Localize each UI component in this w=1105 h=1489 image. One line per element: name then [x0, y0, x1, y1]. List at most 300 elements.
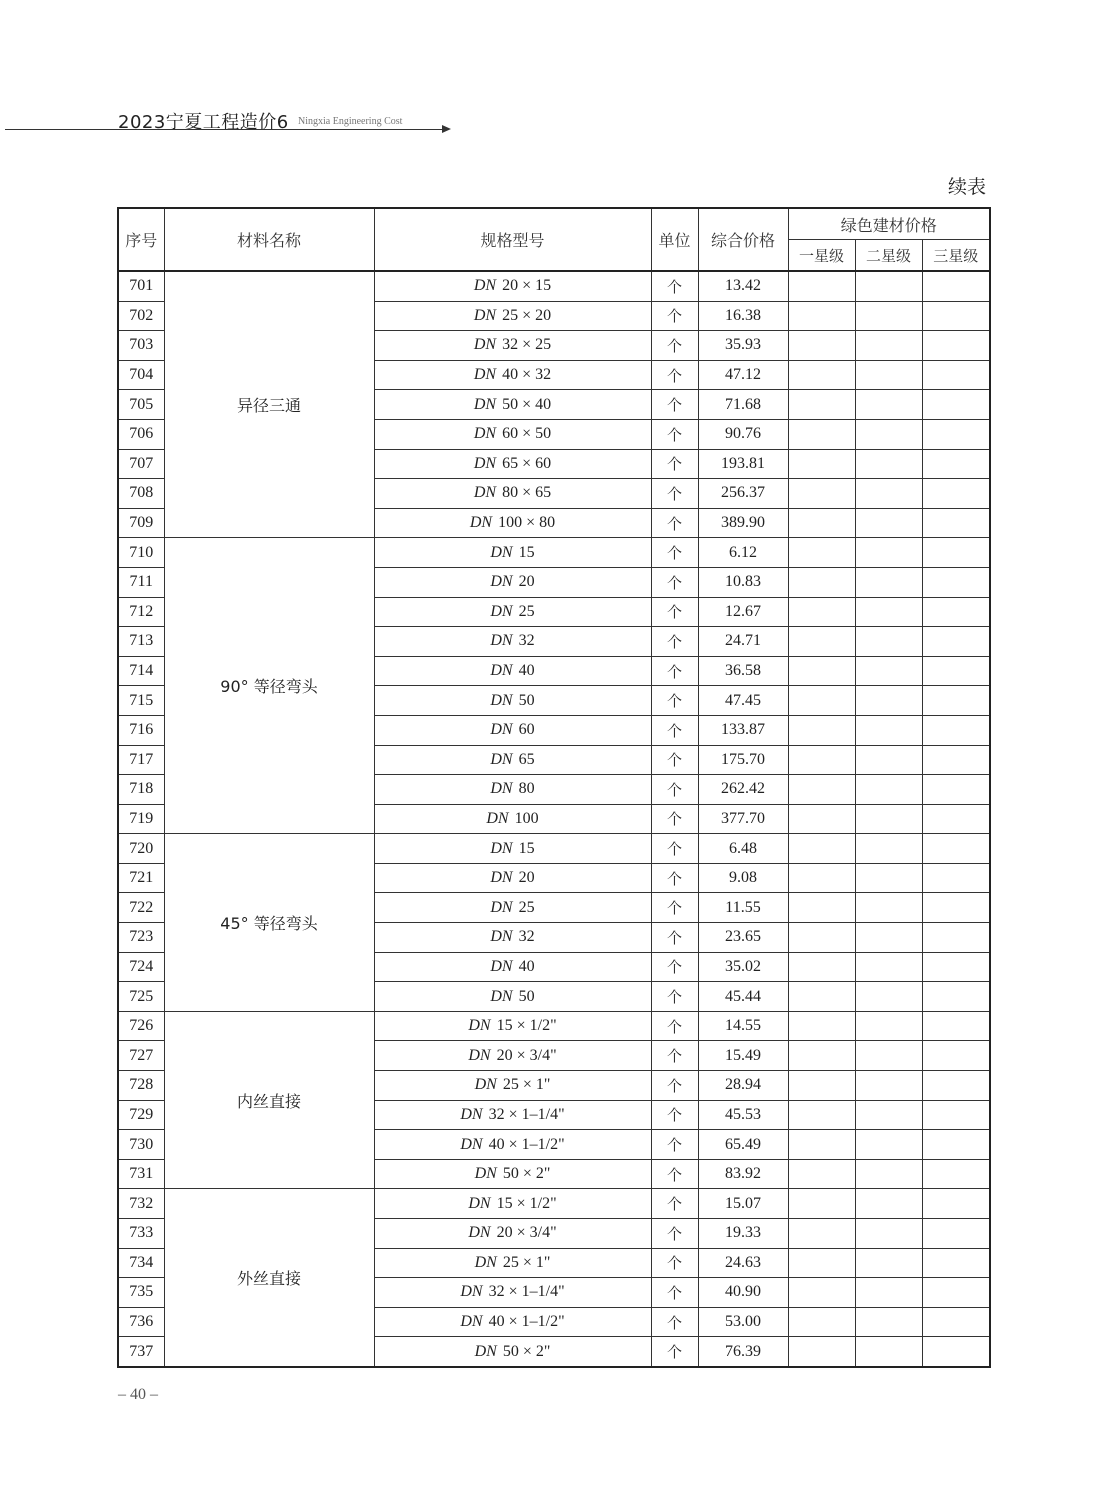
- unit-cell: 个: [651, 893, 698, 923]
- spec-cell: [374, 1248, 651, 1278]
- spec-size: 100: [514, 809, 539, 827]
- spec-cell: [374, 1011, 651, 1041]
- arrow-right-icon: [442, 125, 451, 133]
- price-cell: 24.71: [698, 627, 788, 657]
- row-index-cell: 709: [118, 508, 164, 538]
- star3-price-cell: [922, 863, 990, 893]
- price-cell: 9.08: [698, 863, 788, 893]
- star1-price-cell: [788, 1100, 855, 1130]
- row-index-cell: 733: [118, 1219, 164, 1249]
- star2-price-cell: [855, 508, 922, 538]
- spec-prefix: DN: [473, 306, 497, 324]
- star1-price-cell: [788, 419, 855, 449]
- price-cell: 36.58: [698, 656, 788, 686]
- star2-price-cell: [855, 804, 922, 834]
- spec-size: 25: [518, 602, 535, 620]
- star1-price-cell: [788, 863, 855, 893]
- star3-price-cell: [922, 271, 990, 301]
- star1-price-cell: [788, 686, 855, 716]
- star3-price-cell: [922, 508, 990, 538]
- spec-cell: [374, 597, 651, 627]
- star1-price-cell: [788, 834, 855, 864]
- star3-price-cell: [922, 597, 990, 627]
- star3-price-cell: [922, 656, 990, 686]
- unit-cell: 个: [651, 508, 698, 538]
- spec-prefix: DN: [473, 277, 497, 295]
- star1-price-cell: [788, 1248, 855, 1278]
- spec-size: 32: [518, 928, 535, 946]
- spec-prefix: DN: [490, 928, 513, 946]
- star3-price-cell: [922, 804, 990, 834]
- star3-price-cell: [922, 567, 990, 597]
- star1-price-cell: [788, 449, 855, 479]
- star1-price-cell: [788, 775, 855, 805]
- spec-cell: [374, 1278, 651, 1308]
- journal-subtitle: Ningxia Engineering Cost: [298, 116, 403, 127]
- row-index-cell: 707: [118, 449, 164, 479]
- spec-cell: [374, 419, 651, 449]
- row-index-cell: 702: [118, 301, 164, 331]
- star2-price-cell: [855, 982, 922, 1012]
- spec-size: 80: [518, 780, 535, 798]
- spec-prefix: DN: [473, 484, 497, 502]
- price-cell: 377.70: [698, 804, 788, 834]
- spec-cell: [374, 686, 651, 716]
- table-row: [118, 834, 990, 864]
- spec-cell: [374, 301, 651, 331]
- star2-price-cell: [855, 863, 922, 893]
- star2-price-cell: [855, 271, 922, 301]
- spec-size: 50 × 40: [502, 395, 552, 413]
- continued-label: 续表: [948, 176, 987, 198]
- spec-size: 40 × 1–1/2": [488, 1313, 565, 1331]
- star1-price-cell: [788, 1159, 855, 1189]
- star1-price-cell: [788, 390, 855, 420]
- price-cell: 133.87: [698, 715, 788, 745]
- price-cell: 12.67: [698, 597, 788, 627]
- spec-size: 60: [518, 721, 535, 739]
- unit-cell: 个: [651, 686, 698, 716]
- spec-prefix: DN: [490, 662, 513, 680]
- col-header-green-price: 绿色建材价格: [788, 208, 990, 240]
- spec-size: 65: [518, 750, 535, 768]
- unit-cell: 个: [651, 715, 698, 745]
- star3-price-cell: [922, 1337, 990, 1367]
- row-index-cell: 734: [118, 1248, 164, 1278]
- unit-cell: 个: [651, 923, 698, 953]
- star2-price-cell: [855, 1278, 922, 1308]
- unit-cell: 个: [651, 1219, 698, 1249]
- material-name-cell: 外丝直接: [164, 1189, 374, 1367]
- star2-price-cell: [855, 745, 922, 775]
- spec-cell: [374, 745, 651, 775]
- unit-cell: 个: [651, 804, 698, 834]
- unit-cell: 个: [651, 449, 698, 479]
- price-cell: 10.83: [698, 567, 788, 597]
- star3-price-cell: [922, 419, 990, 449]
- star3-price-cell: [922, 923, 990, 953]
- material-name-cell: 90° 等径弯头: [164, 538, 374, 834]
- unit-cell: 个: [651, 775, 698, 805]
- row-index-cell: 722: [118, 893, 164, 923]
- spec-cell: [374, 863, 651, 893]
- spec-cell: [374, 923, 651, 953]
- spec-size: 32: [518, 632, 535, 650]
- star1-price-cell: [788, 538, 855, 568]
- star3-price-cell: [922, 775, 990, 805]
- star1-price-cell: [788, 360, 855, 390]
- star3-price-cell: [922, 538, 990, 568]
- unit-cell: 个: [651, 1248, 698, 1278]
- star1-price-cell: [788, 923, 855, 953]
- star1-price-cell: [788, 1011, 855, 1041]
- unit-cell: 个: [651, 1130, 698, 1160]
- table-row: [118, 538, 990, 568]
- star2-price-cell: [855, 1337, 922, 1367]
- star1-price-cell: [788, 479, 855, 509]
- star2-price-cell: [855, 686, 922, 716]
- star2-price-cell: [855, 1011, 922, 1041]
- spec-cell: [374, 893, 651, 923]
- star1-price-cell: [788, 271, 855, 301]
- unit-cell: 个: [651, 1159, 698, 1189]
- price-cell: 53.00: [698, 1307, 788, 1337]
- spec-size: 80 × 65: [502, 484, 552, 502]
- star2-price-cell: [855, 1159, 922, 1189]
- star1-price-cell: [788, 331, 855, 361]
- star2-price-cell: [855, 1071, 922, 1101]
- star3-price-cell: [922, 390, 990, 420]
- star2-price-cell: [855, 1189, 922, 1219]
- star3-price-cell: [922, 982, 990, 1012]
- spec-size: 25 × 1": [502, 1253, 551, 1271]
- row-index-cell: 731: [118, 1159, 164, 1189]
- spec-prefix: DN: [490, 750, 513, 768]
- star3-price-cell: [922, 686, 990, 716]
- row-index-cell: 727: [118, 1041, 164, 1071]
- spec-cell: [374, 567, 651, 597]
- spec-prefix: DN: [490, 721, 513, 739]
- row-index-cell: 711: [118, 567, 164, 597]
- spec-cell: [374, 1337, 651, 1367]
- price-cell: 6.12: [698, 538, 788, 568]
- unit-cell: 个: [651, 1100, 698, 1130]
- star3-price-cell: [922, 1159, 990, 1189]
- row-index-cell: 701: [118, 271, 164, 301]
- price-cell: 24.63: [698, 1248, 788, 1278]
- star3-price-cell: [922, 1011, 990, 1041]
- price-cell: 65.49: [698, 1130, 788, 1160]
- row-index-cell: 716: [118, 715, 164, 745]
- price-cell: 19.33: [698, 1219, 788, 1249]
- star1-price-cell: [788, 597, 855, 627]
- price-cell: 40.90: [698, 1278, 788, 1308]
- spec-cell: [374, 627, 651, 657]
- price-cell: 47.12: [698, 360, 788, 390]
- spec-size: 60 × 50: [502, 425, 552, 443]
- spec-cell: [374, 1189, 651, 1219]
- star1-price-cell: [788, 1189, 855, 1219]
- star1-price-cell: [788, 1278, 855, 1308]
- price-cell: 15.49: [698, 1041, 788, 1071]
- spec-cell: [374, 508, 651, 538]
- row-index-cell: 730: [118, 1130, 164, 1160]
- star2-price-cell: [855, 1130, 922, 1160]
- star1-price-cell: [788, 715, 855, 745]
- journal-title: 2023宁夏工程造价6: [118, 112, 289, 133]
- spec-prefix: DN: [460, 1135, 483, 1153]
- star1-price-cell: [788, 893, 855, 923]
- star3-price-cell: [922, 1071, 990, 1101]
- star1-price-cell: [788, 982, 855, 1012]
- col-header-spec: 规格型号: [374, 208, 651, 271]
- spec-size: 15: [518, 839, 535, 857]
- row-index-cell: 735: [118, 1278, 164, 1308]
- price-cell: 28.94: [698, 1071, 788, 1101]
- unit-cell: 个: [651, 656, 698, 686]
- star1-price-cell: [788, 745, 855, 775]
- unit-cell: 个: [651, 597, 698, 627]
- star2-price-cell: [855, 1307, 922, 1337]
- spec-size: 40: [518, 957, 535, 975]
- price-cell: 193.81: [698, 449, 788, 479]
- material-name-cell: 45° 等径弯头: [164, 834, 374, 1012]
- spec-cell: [374, 775, 651, 805]
- star1-price-cell: [788, 1130, 855, 1160]
- price-cell: 71.68: [698, 390, 788, 420]
- spec-prefix: DN: [460, 1105, 483, 1123]
- spec-size: 20: [518, 573, 535, 591]
- unit-cell: 个: [651, 1041, 698, 1071]
- star3-price-cell: [922, 331, 990, 361]
- spec-prefix: DN: [490, 632, 513, 650]
- row-index-cell: 723: [118, 923, 164, 953]
- table-row: [118, 1011, 990, 1041]
- spec-cell: [374, 1130, 651, 1160]
- row-index-cell: 718: [118, 775, 164, 805]
- star2-price-cell: [855, 627, 922, 657]
- spec-size: 40 × 32: [502, 366, 552, 384]
- price-cell: 16.38: [698, 301, 788, 331]
- price-cell: 23.65: [698, 923, 788, 953]
- spec-prefix: DN: [490, 780, 513, 798]
- star3-price-cell: [922, 360, 990, 390]
- star3-price-cell: [922, 1100, 990, 1130]
- col-header-star2: 二星级: [855, 240, 922, 272]
- col-header-index: 序号: [118, 208, 164, 271]
- price-cell: 90.76: [698, 419, 788, 449]
- star3-price-cell: [922, 301, 990, 331]
- unit-cell: 个: [651, 1337, 698, 1367]
- star2-price-cell: [855, 893, 922, 923]
- material-price-table: [117, 207, 991, 1368]
- spec-prefix: DN: [474, 1342, 497, 1360]
- row-index-cell: 706: [118, 419, 164, 449]
- spec-prefix: DN: [468, 1224, 491, 1242]
- spec-cell: [374, 1219, 651, 1249]
- star3-price-cell: [922, 627, 990, 657]
- spec-cell: [374, 360, 651, 390]
- spec-size: 50: [518, 987, 535, 1005]
- star2-price-cell: [855, 656, 922, 686]
- row-index-cell: 724: [118, 952, 164, 982]
- spec-prefix: DN: [490, 987, 513, 1005]
- star2-price-cell: [855, 1041, 922, 1071]
- page-number: – 40 –: [118, 1386, 158, 1403]
- star2-price-cell: [855, 1100, 922, 1130]
- spec-cell: [374, 656, 651, 686]
- star3-price-cell: [922, 1278, 990, 1308]
- spec-size: 20: [518, 869, 535, 887]
- spec-cell: [374, 1071, 651, 1101]
- unit-cell: 个: [651, 331, 698, 361]
- price-cell: 47.45: [698, 686, 788, 716]
- spec-size: 50 × 2": [502, 1342, 551, 1360]
- unit-cell: 个: [651, 627, 698, 657]
- price-cell: 13.42: [698, 271, 788, 301]
- col-header-name: 材料名称: [164, 208, 374, 271]
- header-rule: [5, 129, 445, 130]
- col-header-unit: 单位: [651, 208, 698, 271]
- spec-prefix: DN: [473, 425, 497, 443]
- row-index-cell: 732: [118, 1189, 164, 1219]
- price-cell: 6.48: [698, 834, 788, 864]
- spec-size: 100 × 80: [498, 514, 556, 532]
- price-cell: 45.53: [698, 1100, 788, 1130]
- spec-cell: [374, 982, 651, 1012]
- spec-prefix: DN: [473, 395, 497, 413]
- star3-price-cell: [922, 834, 990, 864]
- star3-price-cell: [922, 1219, 990, 1249]
- star3-price-cell: [922, 1041, 990, 1071]
- spec-cell: [374, 271, 651, 301]
- star1-price-cell: [788, 567, 855, 597]
- spec-size: 25 × 1": [502, 1076, 551, 1094]
- spec-prefix: DN: [473, 454, 497, 472]
- spec-cell: [374, 449, 651, 479]
- unit-cell: 个: [651, 271, 698, 301]
- spec-size: 50 × 2": [502, 1165, 551, 1183]
- star1-price-cell: [788, 508, 855, 538]
- row-index-cell: 714: [118, 656, 164, 686]
- spec-size: 32 × 1–1/4": [488, 1283, 565, 1301]
- row-index-cell: 729: [118, 1100, 164, 1130]
- star3-price-cell: [922, 952, 990, 982]
- col-header-star3: 三星级: [922, 240, 990, 272]
- unit-cell: 个: [651, 360, 698, 390]
- star2-price-cell: [855, 923, 922, 953]
- spec-cell: [374, 952, 651, 982]
- spec-size: 20 × 3/4": [496, 1224, 557, 1242]
- spec-prefix: DN: [490, 691, 513, 709]
- row-index-cell: 712: [118, 597, 164, 627]
- star2-price-cell: [855, 301, 922, 331]
- star3-price-cell: [922, 1130, 990, 1160]
- star3-price-cell: [922, 1189, 990, 1219]
- unit-cell: 个: [651, 1189, 698, 1219]
- star3-price-cell: [922, 715, 990, 745]
- spec-prefix: DN: [490, 869, 513, 887]
- spec-prefix: DN: [490, 957, 513, 975]
- unit-cell: 个: [651, 479, 698, 509]
- spec-cell: [374, 538, 651, 568]
- spec-prefix: DN: [474, 1165, 497, 1183]
- row-index-cell: 710: [118, 538, 164, 568]
- row-index-cell: 717: [118, 745, 164, 775]
- star1-price-cell: [788, 804, 855, 834]
- spec-size: 32 × 25: [502, 336, 552, 354]
- unit-cell: 个: [651, 1011, 698, 1041]
- spec-prefix: DN: [490, 543, 513, 561]
- star1-price-cell: [788, 656, 855, 686]
- star2-price-cell: [855, 360, 922, 390]
- unit-cell: 个: [651, 390, 698, 420]
- spec-cell: [374, 715, 651, 745]
- spec-cell: [374, 1159, 651, 1189]
- spec-prefix: DN: [490, 573, 513, 591]
- price-cell: 11.55: [698, 893, 788, 923]
- price-cell: 14.55: [698, 1011, 788, 1041]
- spec-prefix: DN: [474, 1076, 497, 1094]
- row-index-cell: 725: [118, 982, 164, 1012]
- row-index-cell: 721: [118, 863, 164, 893]
- star3-price-cell: [922, 479, 990, 509]
- spec-size: 40 × 1–1/2": [488, 1135, 565, 1153]
- table-row: [118, 1189, 990, 1219]
- unit-cell: 个: [651, 745, 698, 775]
- spec-prefix: DN: [468, 1194, 491, 1212]
- spec-prefix: DN: [490, 898, 513, 916]
- material-name-cell: 异径三通: [164, 271, 374, 538]
- star1-price-cell: [788, 1071, 855, 1101]
- unit-cell: 个: [651, 1278, 698, 1308]
- table-body: [118, 271, 990, 1367]
- spec-prefix: DN: [473, 336, 497, 354]
- spec-cell: [374, 390, 651, 420]
- star3-price-cell: [922, 745, 990, 775]
- star2-price-cell: [855, 834, 922, 864]
- star2-price-cell: [855, 331, 922, 361]
- spec-prefix: DN: [490, 602, 513, 620]
- unit-cell: 个: [651, 834, 698, 864]
- star2-price-cell: [855, 567, 922, 597]
- row-index-cell: 736: [118, 1307, 164, 1337]
- unit-cell: 个: [651, 301, 698, 331]
- spec-size: 25 × 20: [502, 306, 552, 324]
- spec-prefix: DN: [468, 1046, 491, 1064]
- star2-price-cell: [855, 538, 922, 568]
- star2-price-cell: [855, 1219, 922, 1249]
- spec-prefix: DN: [460, 1313, 483, 1331]
- row-index-cell: 703: [118, 331, 164, 361]
- price-cell: 83.92: [698, 1159, 788, 1189]
- star1-price-cell: [788, 1337, 855, 1367]
- star3-price-cell: [922, 893, 990, 923]
- spec-prefix: DN: [469, 514, 493, 532]
- spec-cell: [374, 479, 651, 509]
- star2-price-cell: [855, 479, 922, 509]
- price-cell: 175.70: [698, 745, 788, 775]
- col-header-star1: 一星级: [788, 240, 855, 272]
- spec-size: 65 × 60: [502, 454, 552, 472]
- spec-size: 50: [518, 691, 535, 709]
- spec-prefix: DN: [474, 1253, 497, 1271]
- spec-cell: [374, 1100, 651, 1130]
- row-index-cell: 720: [118, 834, 164, 864]
- spec-cell: [374, 804, 651, 834]
- star1-price-cell: [788, 1219, 855, 1249]
- spec-cell: [374, 1041, 651, 1071]
